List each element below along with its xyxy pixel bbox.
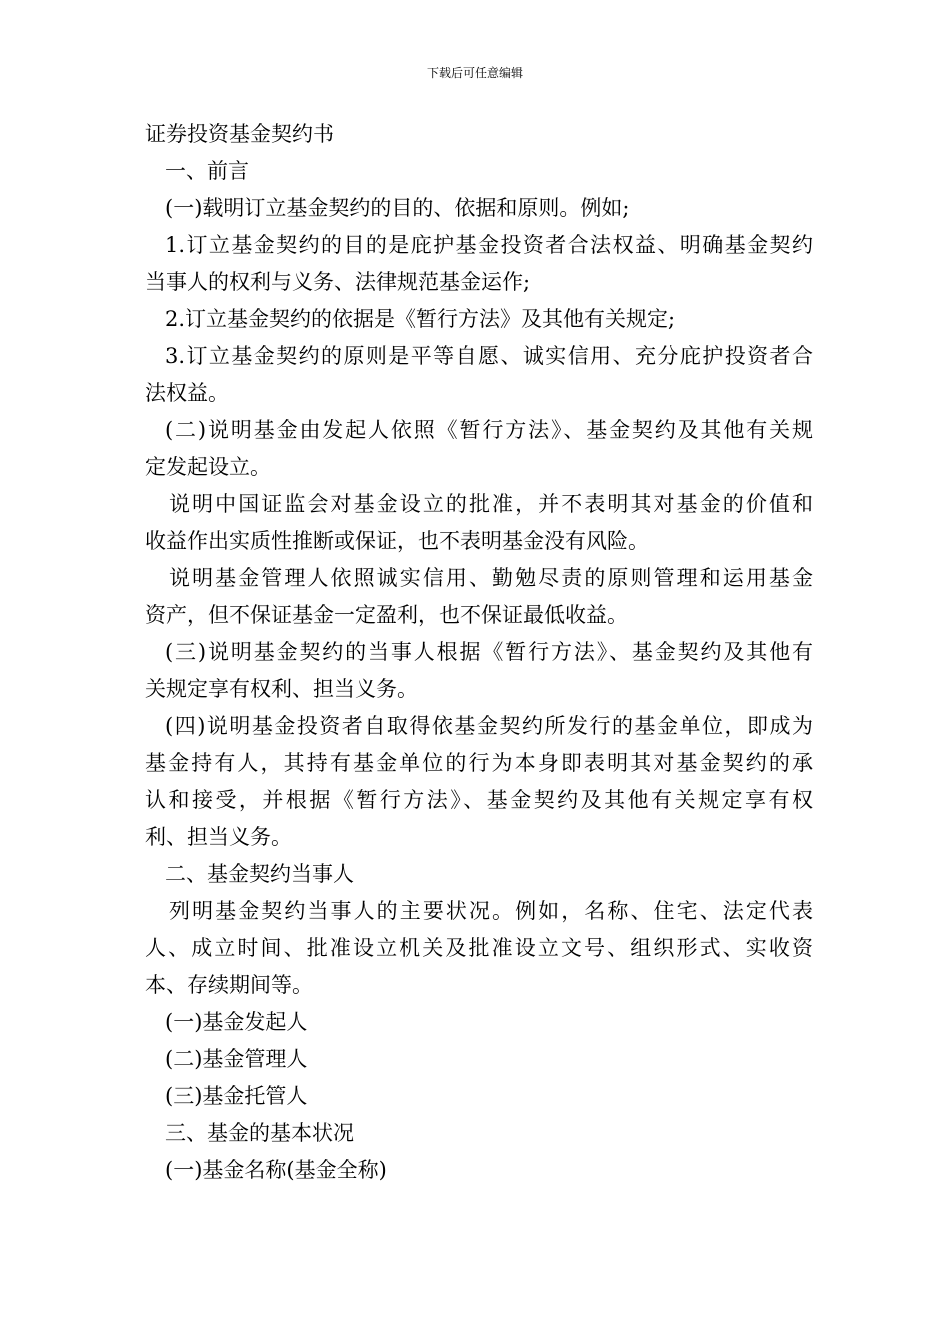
page-header-note: 下载后可任意编辑 — [426, 66, 523, 80]
paragraph-line: 基金持有人，其持有基金单位的行为本身即表明其对基金契约的承 — [145, 751, 813, 775]
section-heading: 三、基金的基本状况 — [165, 1121, 354, 1145]
paragraph-line: 利、担当义务。 — [145, 825, 292, 849]
subsection-heading: (二)基金管理人 — [165, 1047, 308, 1071]
paragraph-line: 认和接受，并根据《暂行方法》、基金契约及其他有关规定享有权 — [145, 788, 813, 812]
paragraph-line: (三)说明基金契约的当事人根据《暂行方法》、基金契约及其他有 — [165, 640, 813, 664]
paragraph-line: 当事人的权利与义务、法律规范基金运作; — [145, 270, 531, 294]
paragraph-line: (二)说明基金由发起人依照《暂行方法》、基金契约及其他有关规 — [165, 418, 813, 442]
subsection-heading: (一)基金名称(基金全称) — [165, 1158, 387, 1182]
paragraph-line: 1.订立基金契约的目的是庇护基金投资者合法权益、明确基金契约 — [165, 233, 813, 257]
paragraph-line: (四)说明基金投资者自取得依基金契约所发行的基金单位，即成为 — [165, 714, 813, 738]
paragraph-line: (一)载明订立基金契约的目的、依据和原则。例如; — [165, 196, 630, 220]
subsection-heading: (一)基金发起人 — [165, 1010, 308, 1034]
section-heading: 二、基金契约当事人 — [165, 862, 354, 886]
paragraph-line: 2.订立基金契约的依据是《暂行方法》及其他有关规定; — [165, 307, 676, 331]
paragraph-line: 人、成立时间、批准设立机关及批准设立文号、组织形式、实收资 — [145, 936, 813, 960]
paragraph-line: 资产，但不保证基金一定盈利，也不保证最低收益。 — [145, 603, 628, 627]
paragraph-line: 说明中国证监会对基金设立的批准，并不表明其对基金的价值和 — [169, 492, 813, 516]
paragraph-line: 关规定享有权利、担当义务。 — [145, 677, 418, 701]
section-heading: 一、前言 — [165, 159, 249, 183]
paragraph-line: 定发起设立。 — [145, 455, 271, 479]
subsection-heading: (三)基金托管人 — [165, 1084, 308, 1108]
paragraph-line: 说明基金管理人依照诚实信用、勤勉尽责的原则管理和运用基金 — [169, 566, 813, 590]
paragraph-line: 3.订立基金契约的原则是平等自愿、诚实信用、充分庇护投资者合 — [165, 344, 813, 368]
document-body — [145, 116, 813, 1189]
paragraph-line: 列明基金契约当事人的主要状况。例如，名称、住宅、法定代表 — [169, 899, 813, 923]
document-title: 证券投资基金契约书 — [145, 122, 334, 146]
paragraph-line: 法权益。 — [145, 381, 229, 405]
paragraph-line: 本、存续期间等。 — [145, 973, 313, 997]
paragraph-line: 收益作出实质性推断或保证，也不表明基金没有风险。 — [145, 529, 649, 553]
